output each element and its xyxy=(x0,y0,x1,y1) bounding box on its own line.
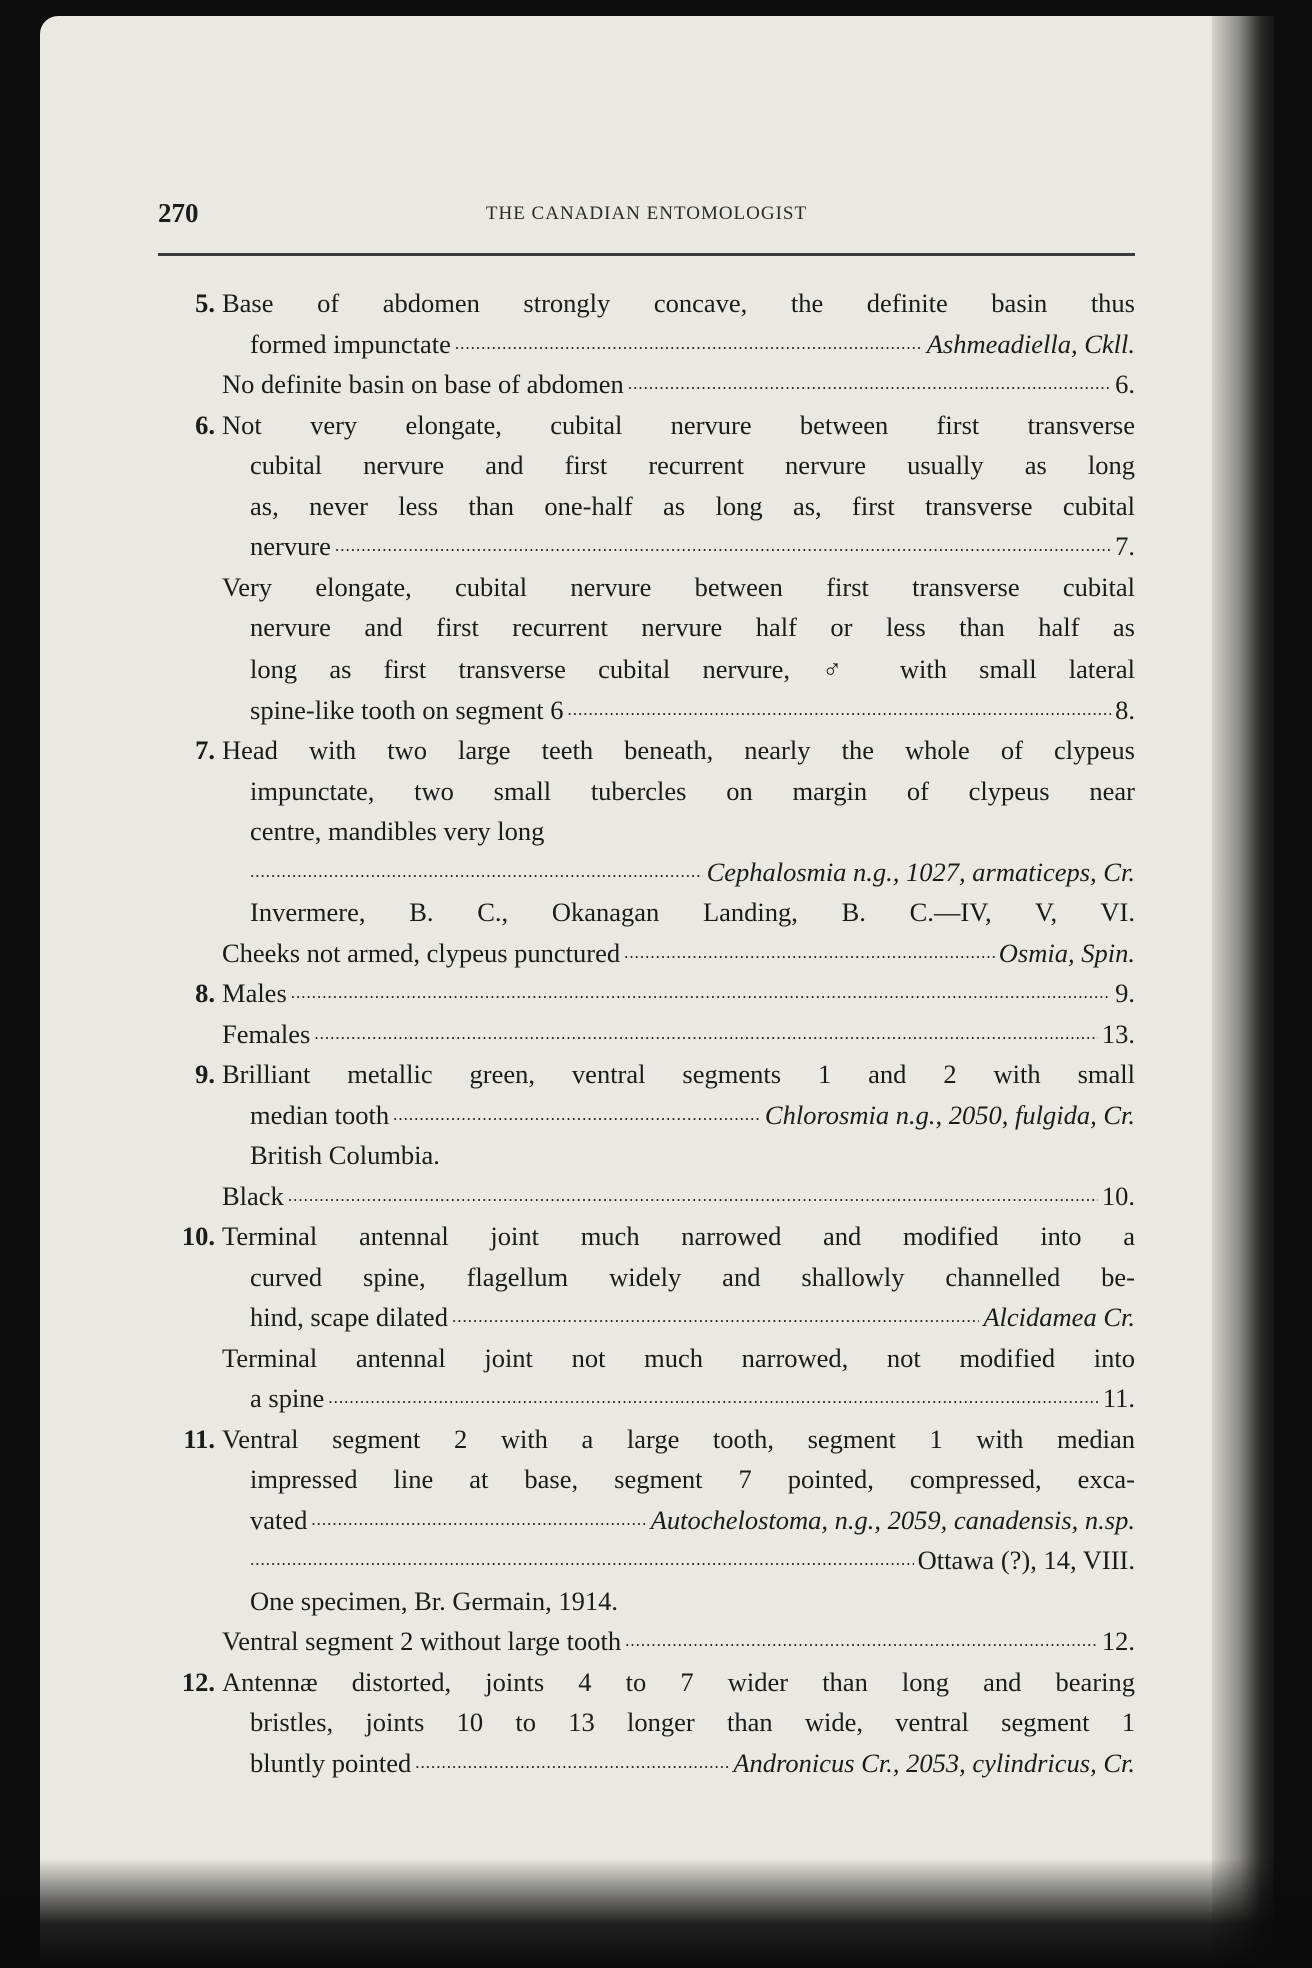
key-line xyxy=(158,811,1135,852)
dot-leader xyxy=(335,526,1111,567)
key-text: Terminal antennal joint not much narrowed, not modified into xyxy=(222,1342,1135,1373)
key-line xyxy=(158,445,1135,486)
key-text: Base of abdomen strongly concave, the definite basin thus xyxy=(222,288,1135,318)
key-line xyxy=(158,973,1135,1014)
key-line xyxy=(158,1702,1135,1743)
key-text: as, never less than one-half as long as, first transverse cubital xyxy=(250,490,1135,521)
dot-leader xyxy=(311,1500,646,1541)
key-line xyxy=(158,1176,1135,1217)
couplet-number: 9. xyxy=(195,1059,215,1089)
key-text: Antennæ distorted, joints 4 to 7 wider than long and bearing xyxy=(222,1666,1135,1697)
key-result: Chlorosmia n.g., 2050, fulgida, Cr. xyxy=(764,1099,1135,1130)
key-line xyxy=(158,1014,1135,1055)
key-line xyxy=(158,405,1135,446)
couplet-number: 12. xyxy=(181,1666,215,1697)
locality: British Columbia. xyxy=(250,1140,440,1170)
key-line xyxy=(158,1621,1135,1662)
key-line xyxy=(158,1662,1135,1703)
key-result: Ashmeadiella, Ckll. xyxy=(926,328,1135,359)
key-text: spine-like tooth on segment 6 xyxy=(250,694,564,725)
key-text: Ventral segment 2 without large tooth xyxy=(222,1626,622,1656)
key-line xyxy=(158,730,1135,771)
dot-leader xyxy=(452,1297,979,1338)
key-text: long as first transverse cubital nervure, ♂ with small lateral xyxy=(250,653,1135,684)
key-line xyxy=(158,567,1135,608)
key-result: Cephalosmia n.g., 1027, armaticeps, Cr. xyxy=(706,856,1135,887)
specimen-note: One specimen, Br. Germain, 1914. xyxy=(250,1585,618,1616)
key-result: 10. xyxy=(1101,1180,1135,1211)
key-line xyxy=(158,1095,1135,1136)
couplet-number: 7. xyxy=(195,735,215,765)
key-line xyxy=(158,1216,1135,1257)
key-line xyxy=(158,1378,1135,1419)
locality: Invermere, B. C., Okanagan Landing, B. C.—IV, V, VI. xyxy=(250,897,1135,927)
key-result: Autochelostoma, n.g., 2059, canadensis, n.sp. xyxy=(650,1504,1135,1535)
key-line xyxy=(158,1500,1135,1541)
key-result: 11. xyxy=(1102,1383,1135,1413)
key-line xyxy=(158,771,1135,812)
dot-leader xyxy=(288,1176,1098,1217)
key-text: Brilliant metallic green, ventral segments 1 and 2 with small xyxy=(222,1059,1135,1089)
key-line xyxy=(158,1297,1135,1338)
key-line xyxy=(158,1054,1135,1095)
key-line xyxy=(158,1540,1135,1581)
key-line xyxy=(158,892,1135,933)
dot-leader xyxy=(314,1014,1098,1055)
key-line xyxy=(158,324,1135,365)
key-text: Cheeks not armed, clypeus punctured xyxy=(222,937,621,968)
key-line xyxy=(158,1135,1135,1176)
couplet-number: 8. xyxy=(195,978,215,1008)
key-line xyxy=(158,1338,1135,1379)
key-text: formed impunctate xyxy=(250,328,451,359)
key-text: nervure and first recurrent nervure half or less than half as xyxy=(250,612,1135,642)
key-line xyxy=(158,1419,1135,1460)
key-line xyxy=(158,526,1135,567)
key-text: Ventral segment 2 with a large tooth, segment 1 with median xyxy=(222,1423,1135,1454)
identification-key xyxy=(158,283,1135,1783)
key-text: nervure xyxy=(250,531,331,561)
key-line xyxy=(158,1743,1135,1784)
key-line xyxy=(158,607,1135,648)
key-text: Black xyxy=(222,1180,284,1211)
dot-leader xyxy=(291,973,1111,1014)
page-header xyxy=(158,198,1135,228)
locality: Ottawa (?), 14, VIII. xyxy=(917,1545,1135,1575)
key-text: a spine xyxy=(250,1383,325,1413)
book-gutter xyxy=(1212,16,1274,1968)
key-text: bluntly pointed xyxy=(250,1747,412,1778)
dot-leader xyxy=(568,690,1112,731)
key-text: centre, mandibles very long xyxy=(250,816,545,846)
key-text: median tooth xyxy=(250,1099,390,1130)
key-line xyxy=(158,1581,1135,1622)
couplet-number: 6. xyxy=(195,409,215,440)
dot-leader xyxy=(250,852,703,893)
dot-leader xyxy=(628,364,1111,405)
key-text: vated xyxy=(250,1504,308,1535)
key-result: 13. xyxy=(1101,1018,1135,1049)
bottom-shadow xyxy=(0,1858,1312,1968)
key-line xyxy=(158,933,1135,974)
header-rule xyxy=(158,253,1135,256)
key-text: Head with two large teeth beneath, nearly the whole of clypeus xyxy=(222,735,1135,765)
key-line xyxy=(158,283,1135,324)
key-line xyxy=(158,1257,1135,1298)
key-line xyxy=(158,486,1135,527)
dot-leader xyxy=(455,324,923,365)
key-text: cubital nervure and first recurrent nervure usually as long xyxy=(250,450,1135,480)
key-text: Not very elongate, cubital nervure between first transverse xyxy=(222,409,1135,440)
key-text: Terminal antennal joint much narrowed and modified into a xyxy=(222,1221,1135,1251)
key-text: Very elongate, cubital nervure between first transverse cubital xyxy=(222,571,1135,602)
key-result: Alcidamea Cr. xyxy=(983,1302,1135,1332)
dot-leader xyxy=(624,933,995,974)
key-line xyxy=(158,364,1135,405)
key-line xyxy=(158,690,1135,731)
running-title: THE CANADIAN ENTOMOLOGIST xyxy=(485,203,808,224)
key-text: curved spine, flagellum widely and shallowly channelled be- xyxy=(250,1261,1135,1292)
key-text: hind, scape dilated xyxy=(250,1302,448,1332)
key-result: 9. xyxy=(1115,978,1135,1008)
key-result: 8. xyxy=(1115,694,1135,725)
key-result: 12. xyxy=(1101,1626,1135,1656)
couplet-number: 5. xyxy=(195,288,215,318)
key-result: Andronicus Cr., 2053, cylindricus, Cr. xyxy=(733,1747,1135,1778)
key-line xyxy=(158,648,1135,690)
key-text: impunctate, two small tubercles on margin of clypeus near xyxy=(250,775,1135,806)
key-result: 7. xyxy=(1115,531,1135,561)
dot-leader xyxy=(393,1095,761,1136)
page-number: 270 xyxy=(158,198,199,228)
key-result: 6. xyxy=(1115,369,1135,399)
key-line xyxy=(158,852,1135,893)
couplet-number: 11. xyxy=(183,1423,215,1454)
couplet-number: 10. xyxy=(181,1221,215,1251)
key-text: bristles, joints 10 to 13 longer than wide, ventral segment 1 xyxy=(250,1707,1135,1737)
dot-leader xyxy=(625,1621,1098,1662)
key-line xyxy=(158,1459,1135,1500)
key-result: Osmia, Spin. xyxy=(998,937,1135,968)
dot-leader xyxy=(328,1378,1099,1419)
key-text: Females xyxy=(222,1018,311,1049)
key-text: Males xyxy=(222,978,287,1008)
key-text: impressed line at base, segment 7 pointed, compressed, exca- xyxy=(250,1464,1135,1494)
dot-leader xyxy=(250,1540,914,1581)
dot-leader xyxy=(415,1743,729,1784)
key-text: No definite basin on base of abdomen xyxy=(222,369,624,399)
